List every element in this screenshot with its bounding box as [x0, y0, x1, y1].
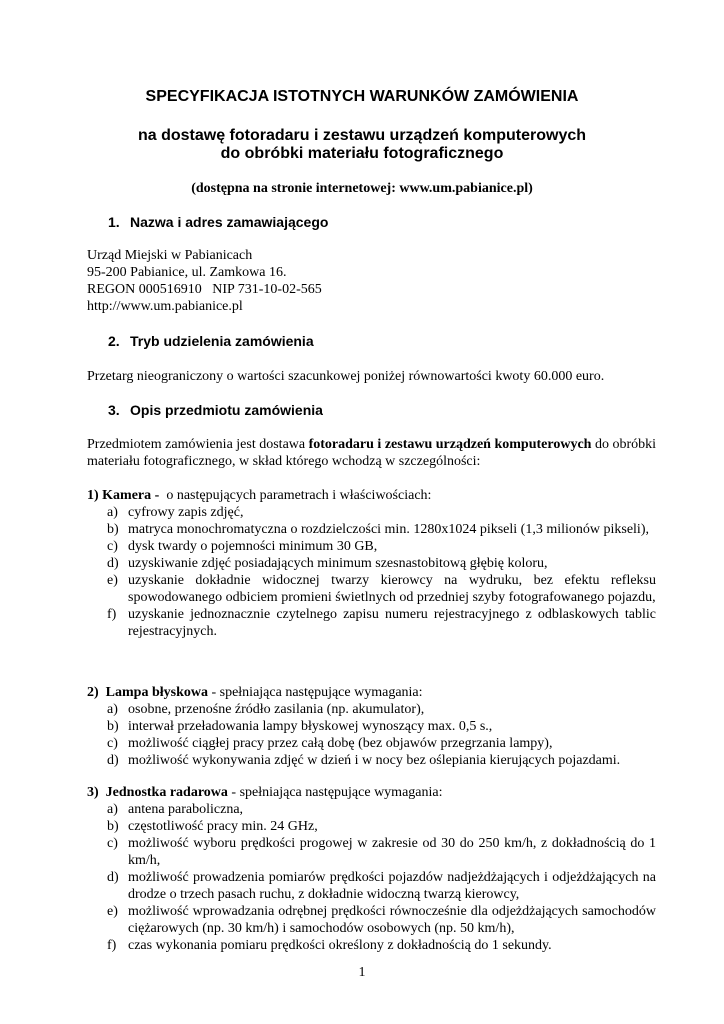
- address-url: http://www.um.pabianice.pl: [87, 299, 243, 314]
- list-text: uzyskanie dokładnie widocznej twarzy kierowcy na wydruku, bez efektu refleksu spowodowanego odbiciem promieni świetlnych od przedniej szyby fotografowanego pojazdu,: [128, 573, 656, 605]
- item-kamera: [87, 487, 656, 640]
- item-label: 3) Jednostka radarowa: [87, 785, 228, 800]
- item-description: - spełniająca następujące wymagania:: [207, 685, 423, 700]
- list-text: możliwość ciągłej pracy przez całą dobę (bez objawów przegrzania lampy),: [128, 736, 553, 751]
- list-text: interwał przeładowania lampy błyskowej wynoszący max. 0,5 s.,: [128, 719, 493, 734]
- list-letter: f): [107, 938, 117, 953]
- section-heading-1: [108, 214, 328, 230]
- list-text: uzyskiwanie zdjęć posiadających minimum szesnastobitową głębię koloru,: [128, 556, 548, 571]
- list-letter: b): [107, 819, 119, 834]
- list-item: [87, 718, 656, 735]
- list-text: uzyskanie jednoznacznie czytelnego zapisu numeru rejestracyjnego z odblaskowych tablic rejestracyjnych.: [128, 607, 656, 639]
- list-item: [87, 504, 656, 521]
- list-item: [87, 903, 656, 937]
- availability-note: (dostępna na stronie internetowej: www.um.pabianice.pl): [191, 181, 533, 196]
- section-heading-3: [108, 402, 323, 418]
- list-text: matryca monochromatyczna o rozdzielczości min. 1280x1024 pikseli (1,3 milionów pikseli),: [128, 522, 649, 537]
- list-item: [87, 555, 656, 572]
- tender-mode-text: [87, 368, 656, 385]
- list-letter: c): [107, 736, 118, 751]
- list-item: [87, 606, 656, 640]
- document-title: SPECYFIKACJA ISTOTNYCH WARUNKÓW ZAMÓWIENIA: [145, 88, 579, 105]
- address-line: Urząd Miejski w Pabianicach: [87, 248, 253, 263]
- list-text: dysk twardy o pojemności minimum 30 GB,: [128, 539, 378, 554]
- list-item: [87, 869, 656, 903]
- list-item: [87, 735, 656, 752]
- list-letter: d): [107, 753, 119, 768]
- list-item: [87, 818, 656, 835]
- intro-bold-text: fotoradaru i zestawu urządzeń komputerowych: [308, 437, 592, 452]
- list-item: [87, 572, 656, 606]
- section-title: Opis przedmiotu zamówienia: [130, 402, 323, 418]
- subtitle-line-2: do obróbki materiału fotograficznego: [220, 145, 504, 162]
- document-subtitle: [0, 127, 724, 163]
- list-letter: b): [107, 522, 119, 537]
- list-item: [87, 801, 656, 818]
- list-item: [87, 835, 656, 869]
- section-title: Tryb udzielenia zamówienia: [130, 333, 314, 349]
- list-letter: e): [107, 904, 118, 919]
- list-item: [87, 701, 656, 718]
- list-text: możliwość wykonywania zdjęć w dzień i w nocy bez oślepiania kierujących pojazdami.: [128, 753, 621, 768]
- list-text: cyfrowy zapis zdjęć,: [128, 505, 244, 520]
- item-radar: [87, 784, 656, 954]
- list-letter: d): [107, 870, 119, 885]
- list-letter: c): [107, 539, 118, 554]
- item-description: o następujących parametrach i właściwościach:: [162, 488, 432, 503]
- list-item: [87, 937, 656, 954]
- section-heading-2: [108, 333, 314, 349]
- list-text: antena paraboliczna,: [128, 802, 244, 817]
- list-text: osobne, przenośne źródło zasilania (np. akumulator),: [128, 702, 425, 717]
- list-item: [87, 521, 656, 538]
- intro-text: Przedmiotem zamówienia jest dostawa: [87, 437, 309, 452]
- list-letter: d): [107, 556, 119, 571]
- list-letter: a): [107, 505, 118, 520]
- item-points: [87, 801, 656, 954]
- list-text: częstotliwość pracy min. 24 GHz,: [128, 819, 318, 834]
- section-title: Nazwa i adres zamawiającego: [130, 214, 329, 230]
- list-letter: f): [107, 607, 117, 622]
- list-letter: a): [107, 702, 118, 717]
- subtitle-line-1: na dostawę fotoradaru i zestawu urządzeń komputerowych: [137, 127, 587, 144]
- list-text: możliwość prowadzenia pomiarów prędkości pojazdów nadjeżdżających i odjeżdżających na drodze o trzech pasach ruchu, z dokładnie widoczną twarzą kierowcy,: [128, 870, 656, 902]
- address-block: [87, 247, 656, 315]
- item-label: 2) Lampa błyskowa: [87, 685, 208, 700]
- address-line: 95-200 Pabianice, ul. Zamkowa 16.: [87, 265, 287, 280]
- item-points: [87, 701, 656, 769]
- item-label: 1) Kamera -: [87, 488, 163, 503]
- section-number: 3.: [108, 402, 120, 418]
- item-description: - spełniająca następujące wymagania:: [227, 785, 443, 800]
- item-points: [87, 504, 656, 640]
- list-letter: c): [107, 836, 118, 851]
- section-number: 1.: [108, 214, 120, 230]
- tender-mode-paragraph: Przetarg nieograniczony o wartości szacunkowej poniżej równowartości kwoty 60.000 euro.: [87, 369, 605, 384]
- list-letter: b): [107, 719, 119, 734]
- list-item: [87, 538, 656, 555]
- intro-text-end: do obróbki materiału fotograficznego, w skład którego wchodzą w szczególności:: [87, 437, 657, 469]
- list-text: czas wykonania pomiaru prędkości określony z dokładnością do 1 sekundy.: [128, 938, 552, 953]
- page-number: 1: [358, 965, 366, 980]
- list-text: możliwość wprowadzania odrębnej prędkości równocześnie dla odjeżdżających samochodów ciężarowych (np. 30 km/h) i samochodów osobowych (np. 50 km/h),: [128, 904, 656, 936]
- address-line: REGON 000516910 NIP 731-10-02-565: [87, 282, 322, 297]
- section-number: 2.: [108, 333, 120, 349]
- list-item: [87, 752, 656, 769]
- item-lampa: [87, 684, 656, 769]
- intro-paragraph: [87, 436, 656, 470]
- list-letter: a): [107, 802, 118, 817]
- list-text: możliwość wyboru prędkości progowej w zakresie od 30 do 250 km/h, z dokładnością do 1 km/h,: [128, 836, 656, 868]
- list-letter: e): [107, 573, 118, 588]
